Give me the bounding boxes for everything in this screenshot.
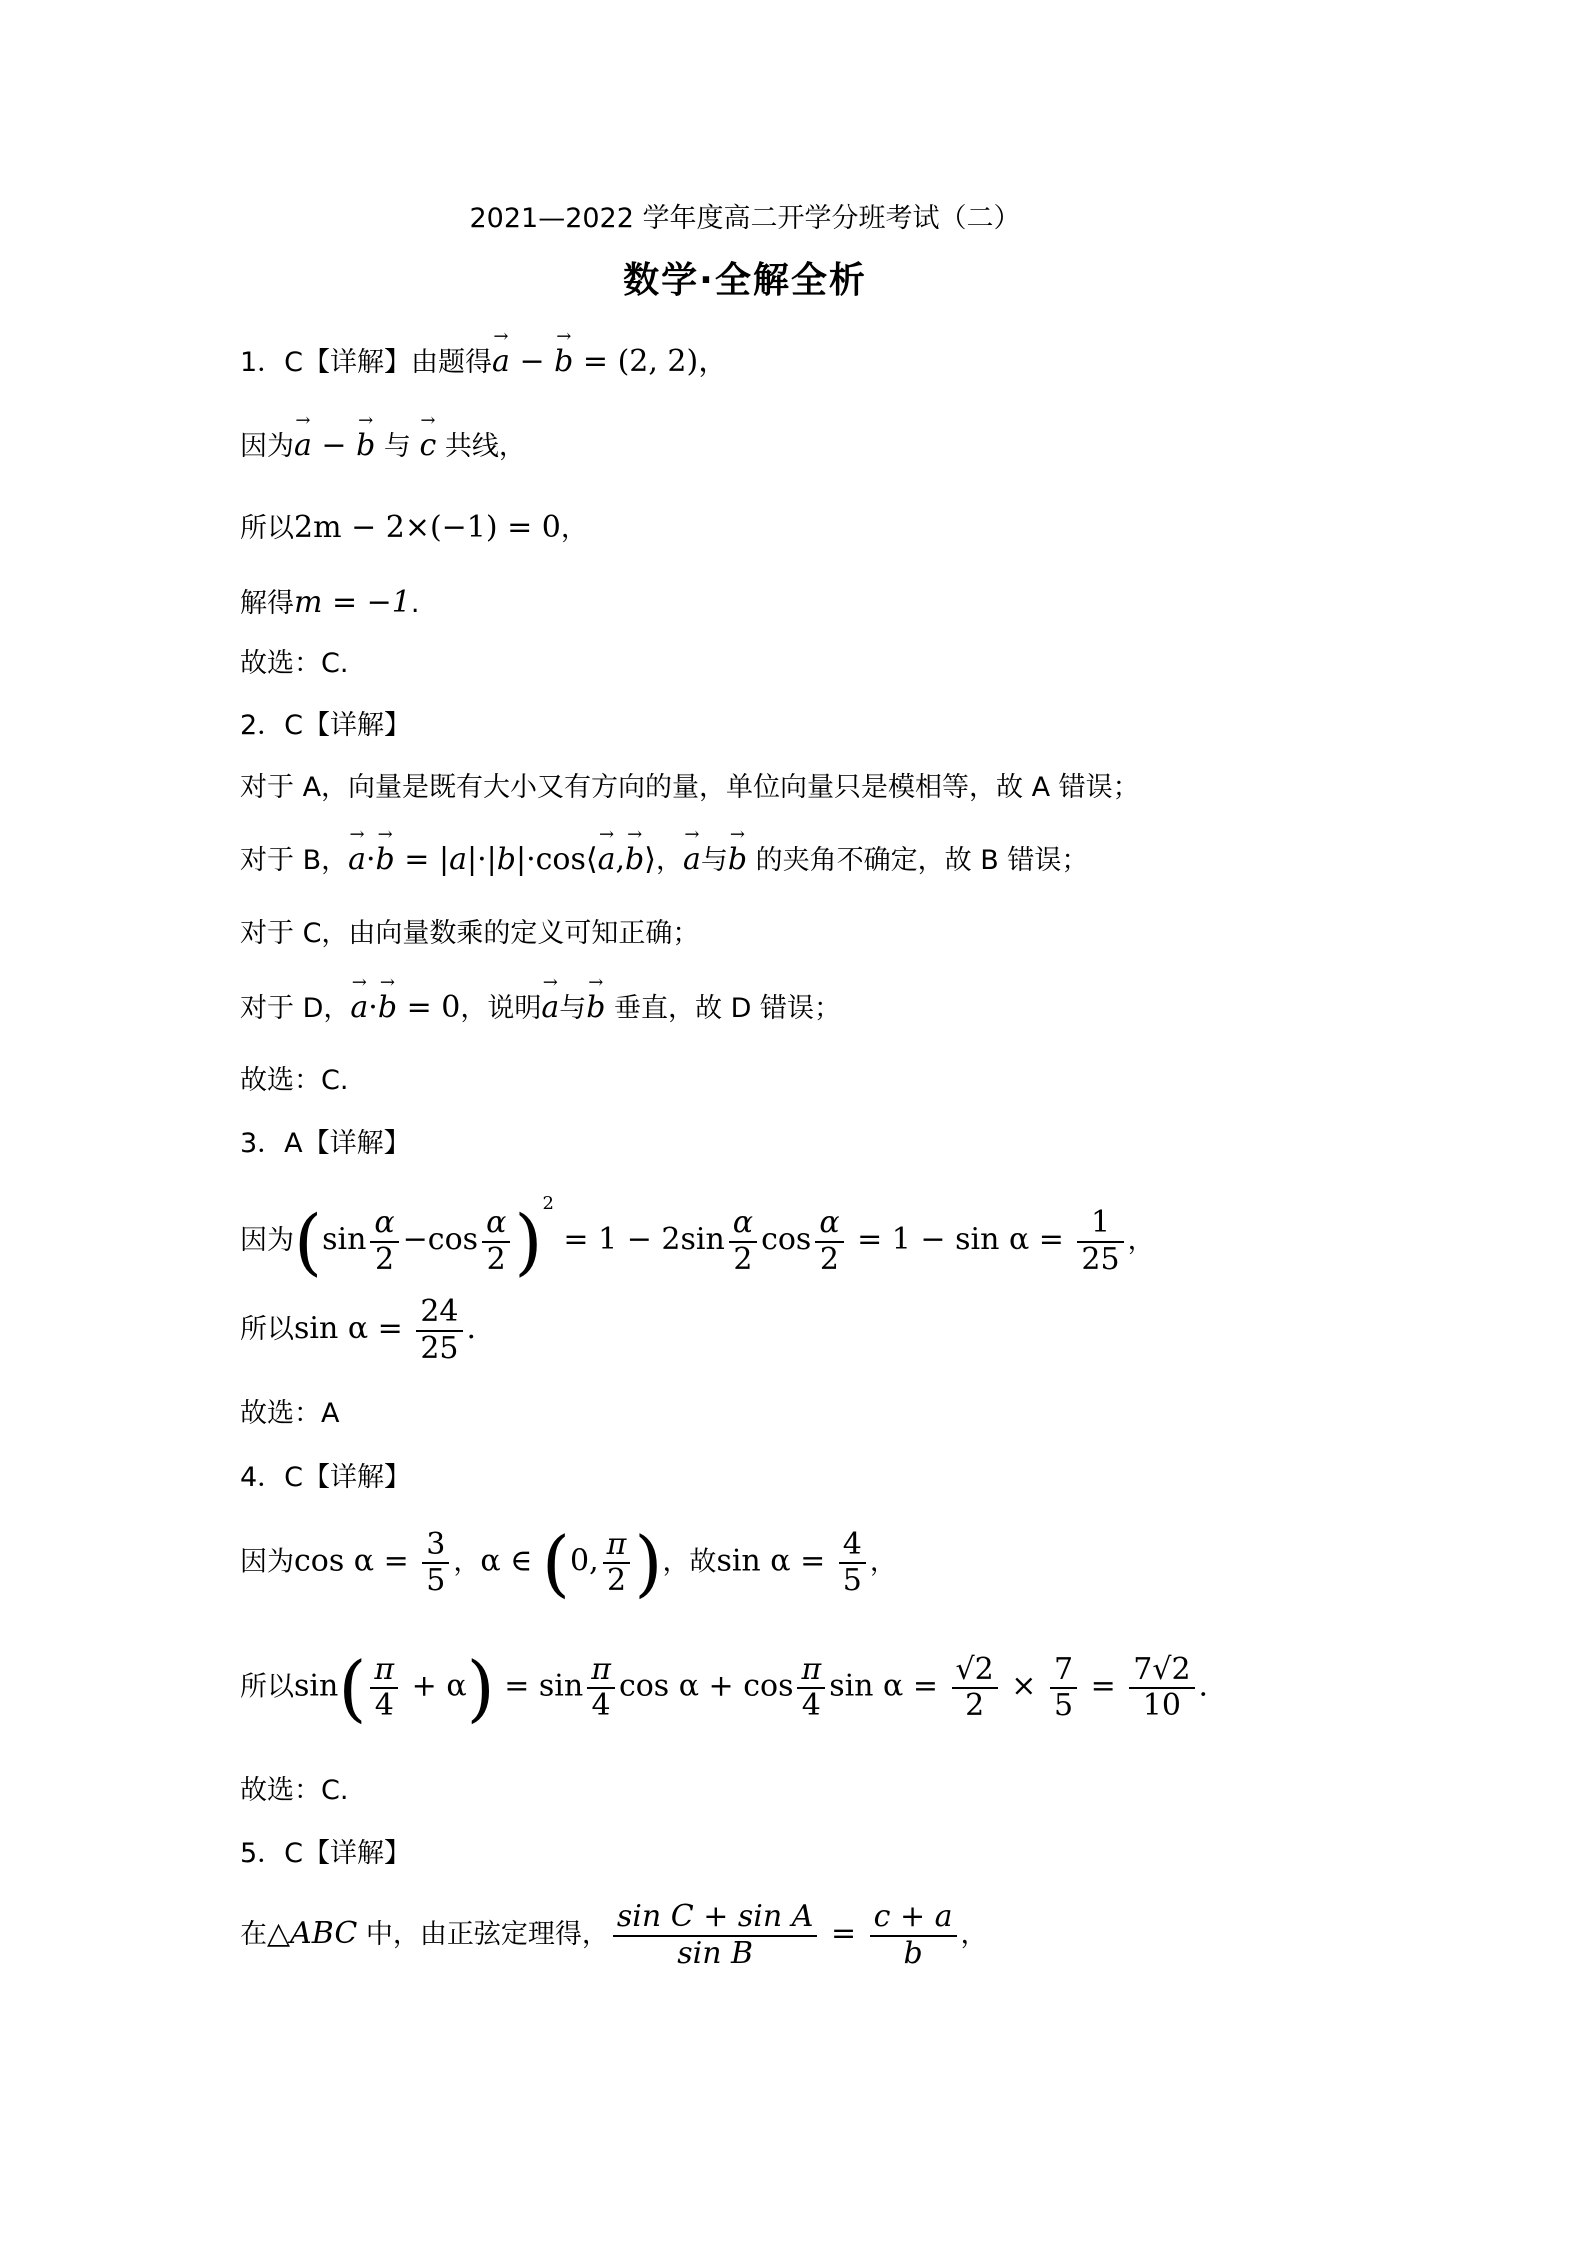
q2-option-d: 对于 D，→ a·→ b = 0，说明→ a与→ b 垂直，故 D 错误； (240, 990, 841, 1026)
q1-answer: 故选：C. (240, 648, 349, 679)
exam-title: 2021—2022 学年度高二开学分班考试（二） (469, 203, 1021, 234)
q2-answer: 故选：C. (240, 1065, 349, 1096)
q1-line3: 所以2m − 2×(−1) = 0， (240, 510, 588, 545)
q2-option-a: 对于 A，向量是既有大小又有方向的量，单位向量只是模相等，故 A 错误； (240, 772, 1140, 803)
q4-line1: 因为cos α = $\frac{3}{5}$ ，α ∈ (0, $\frac{\pi}{2}$ )，故sin α = $\frac{4}{5}$ ， (240, 1521, 897, 1605)
exam-subtitle: 数学·全解全析 (623, 260, 867, 301)
q2-option-c: 对于 C，由向量数乘的定义可知正确； (240, 918, 700, 949)
q2-head: 2．C【详解】 (240, 710, 412, 741)
q3-line1: 因为(sin $\frac{\alpha}{2}$ −cos $\frac{\alpha}{2}$ )$^2$ = 1 − 2sin $\frac{\alpha}{2}$ cos $\frac{\alpha}{2}$ = 1 − sin α = $\frac{1}{25}$ ， (240, 1193, 1155, 1284)
q2-option-b: 对于 B，→ a·→ b = |a|·|b|·cos⟨→ a,→ b⟩，→ a与→ b 的夹角不确定，故 B 错误； (240, 842, 1088, 878)
q4-head: 4．C【详解】 (240, 1462, 412, 1493)
q4-line2: 所以sin( $\frac{\pi}{4}$ + α) = sin $\frac{\pi}{4}$ cos α + cos $\frac{\pi}{4}$ sin α = $\frac{√2}{2}$ × $\frac{7}{5}$ = $\frac{7√2}{10}$ . (240, 1646, 1209, 1730)
q5-line1: 在△ABC 中，由正弦定理得， $\frac{\text{sin C + sin A}}{\text{sin B}}$ = $\frac{c + a}{b}$ ， (240, 1899, 988, 1971)
vector-a: → a (492, 344, 510, 380)
q4-answer: 故选：C. (240, 1775, 349, 1806)
vector-b: → b (554, 344, 573, 380)
q3-answer: 故选：A (240, 1398, 340, 1429)
q5-head: 5．C【详解】 (240, 1838, 412, 1869)
q1-line2: 因为→ a − → b 与 → c 共线， (240, 428, 526, 464)
vector-c: → c (420, 428, 437, 464)
q1-line4: 解得m = −1. (240, 585, 420, 620)
q3-head: 3．A【详解】 (240, 1128, 411, 1159)
fraction: $\frac{\alpha}{2}$ (370, 1206, 398, 1277)
q1-line1: 1．C【详解】由题得→ a − → b = (2, 2)， (240, 344, 728, 380)
q3-line2: 所以sin α = $\frac{24}{25}$ . (240, 1294, 477, 1366)
